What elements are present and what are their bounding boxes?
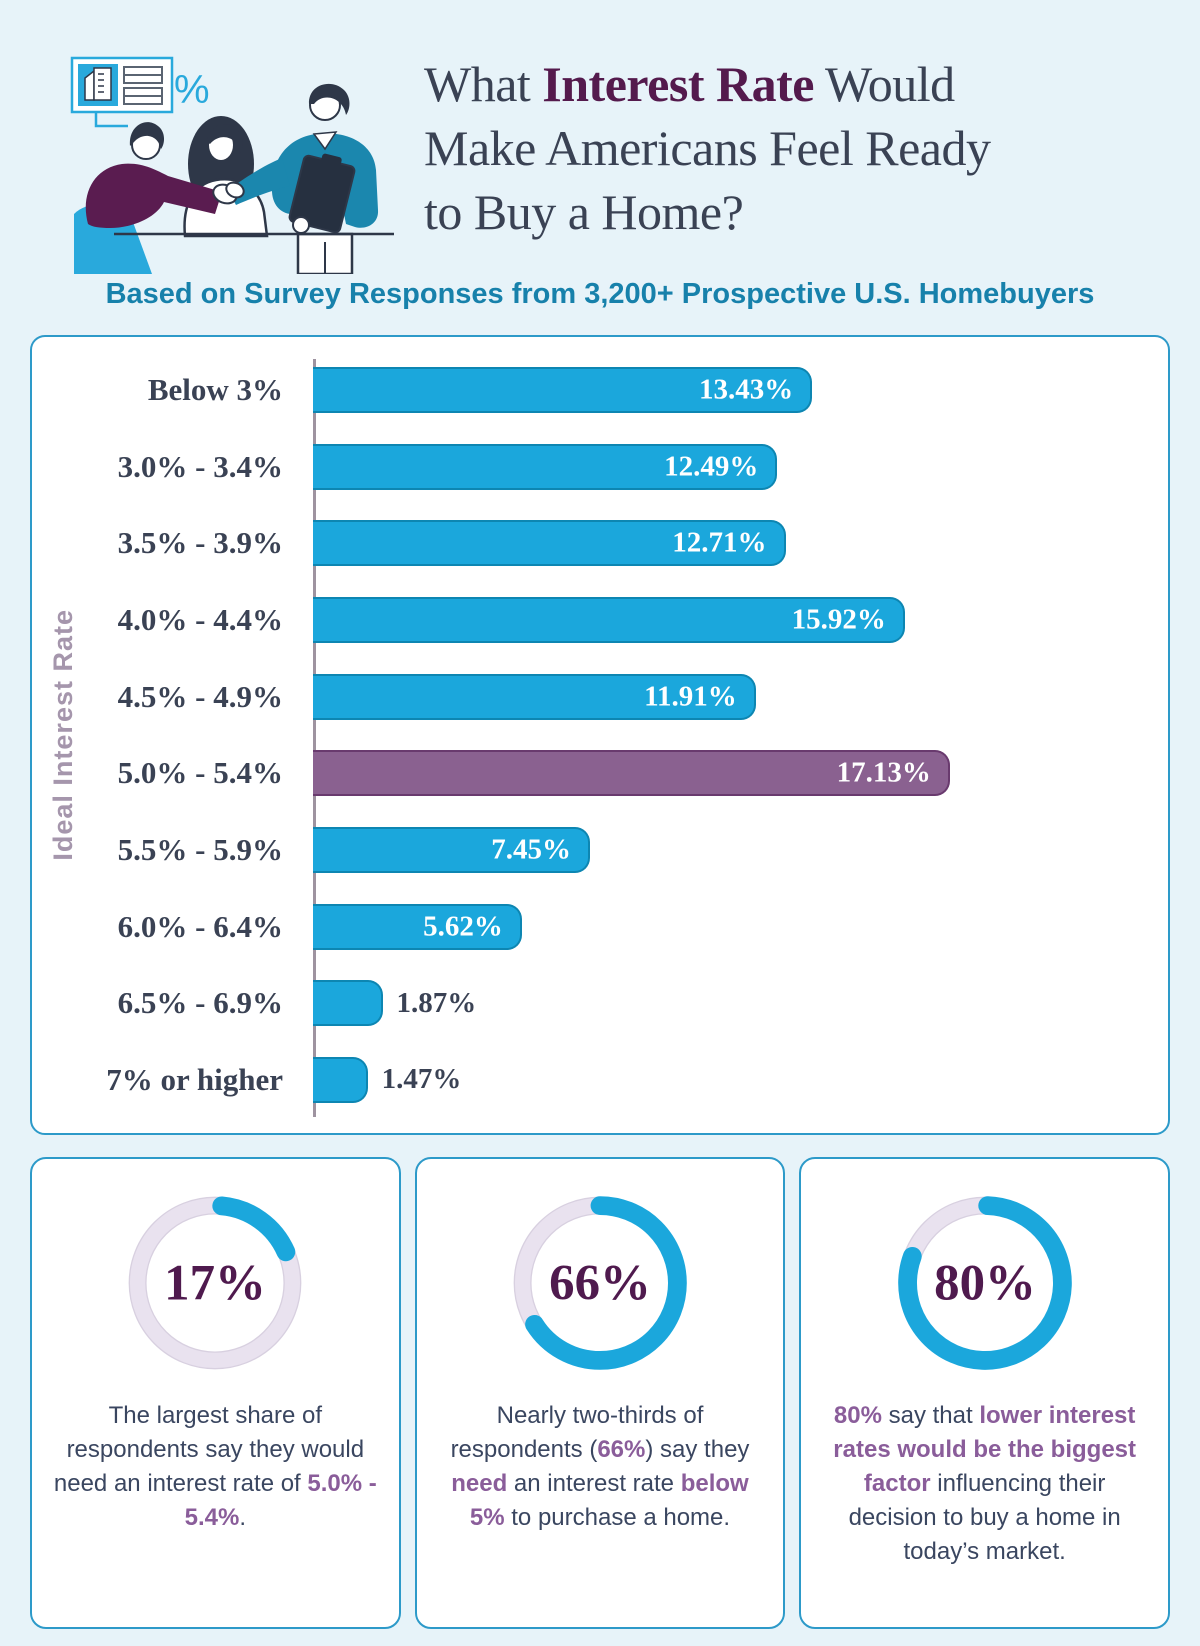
bar-row xyxy=(32,674,1142,720)
percent-icon: % xyxy=(174,68,210,112)
handshake-illustration xyxy=(58,42,398,274)
bar-row xyxy=(32,520,1142,566)
highlighted-text: 66% xyxy=(597,1436,646,1464)
stats-bubble-icon xyxy=(72,58,210,126)
stat-card-text xyxy=(52,1399,379,1535)
stat-card-66 xyxy=(415,1157,786,1629)
title-line-2 xyxy=(424,116,1160,180)
value-label: 12.71% xyxy=(672,526,767,559)
bar-row xyxy=(32,904,1142,950)
bar-track xyxy=(313,980,1142,1026)
text-segment: Make Americans Feel Ready xyxy=(424,120,991,176)
donut-chart-66 xyxy=(506,1189,694,1377)
value-label: 11.91% xyxy=(644,680,737,713)
category-label: 6.5% - 6.9% xyxy=(117,985,283,1021)
text-segment: Would xyxy=(813,56,955,112)
category-label: Below 3% xyxy=(147,372,283,407)
bar-row xyxy=(32,597,1142,643)
text-segment: ) say they xyxy=(645,1436,750,1464)
chart-card xyxy=(30,335,1170,1135)
bar xyxy=(313,904,522,950)
bar xyxy=(313,444,777,490)
text-segment: . xyxy=(239,1504,247,1532)
bar-track xyxy=(313,827,1142,873)
title-line-1 xyxy=(424,52,1160,116)
value-label: 17.13% xyxy=(836,756,931,789)
text-segment: to purchase a home. xyxy=(504,1504,731,1532)
bar-track xyxy=(313,520,1142,566)
category-label: 3.0% - 3.4% xyxy=(117,448,283,484)
percent-label: 66% xyxy=(549,1255,651,1312)
stat-card-80 xyxy=(799,1157,1170,1629)
bar xyxy=(313,674,756,720)
page-title xyxy=(424,52,1160,244)
bar-track xyxy=(313,597,1142,643)
donut-chart-80 xyxy=(891,1189,1079,1377)
bar xyxy=(313,980,383,1026)
category-label: 4.5% - 4.9% xyxy=(117,678,283,714)
highlighted-text: need xyxy=(451,1470,508,1498)
value-label: 13.43% xyxy=(698,373,794,406)
bar-track xyxy=(313,1057,1142,1103)
category-label: 7% or higher xyxy=(106,1061,283,1097)
text-segment: Nearly two-thirds of respondents ( xyxy=(450,1402,704,1464)
bar xyxy=(313,1057,368,1103)
value-label: 7.45% xyxy=(491,833,571,866)
highlighted-text: Interest Rate xyxy=(542,56,814,112)
category-label: 5.5% - 5.9% xyxy=(117,831,283,867)
value-label: 12.49% xyxy=(664,450,759,483)
bar-row xyxy=(32,980,1142,1026)
bar xyxy=(313,597,905,643)
hand-on-clipboard xyxy=(293,217,309,233)
stat-card-text xyxy=(821,1399,1148,1569)
value-label: 5.62% xyxy=(423,910,503,943)
stat-cards xyxy=(30,1157,1170,1629)
subtitle: Based on Survey Responses from 3,200+ Prospective U.S. Homebuyers xyxy=(105,278,1095,310)
bar-track xyxy=(313,904,1142,950)
bar-track xyxy=(313,367,1142,413)
category-label: 3.5% - 3.9% xyxy=(117,525,283,561)
category-label: 4.0% - 4.4% xyxy=(117,601,283,637)
donut-chart-17 xyxy=(121,1189,309,1377)
stat-card-17 xyxy=(30,1157,401,1629)
bar xyxy=(313,827,590,873)
highlighted-text: 80% xyxy=(833,1402,882,1429)
bar-track xyxy=(313,750,1142,796)
value-label: 1.87% xyxy=(396,986,477,1019)
bar-row xyxy=(32,444,1142,490)
category-label: 6.0% - 6.4% xyxy=(117,908,283,944)
highlighted-text: lower interest rates would be the biggest factor xyxy=(833,1402,1137,1498)
bar-rows xyxy=(32,367,1142,1103)
value-label: 15.92% xyxy=(791,603,886,636)
text-segment: say that xyxy=(881,1402,980,1429)
bar xyxy=(313,367,812,413)
bar-track xyxy=(313,674,1142,720)
bar xyxy=(313,520,786,566)
percent-label: 80% xyxy=(933,1255,1036,1312)
category-label: 5.0% - 5.4% xyxy=(117,755,283,791)
bar-row xyxy=(32,750,1142,796)
y-axis-title-text: Ideal Interest Rate xyxy=(48,609,78,861)
highlighted-text: 5.0% - 5.4% xyxy=(184,1470,377,1532)
value-label: 1.47% xyxy=(381,1063,462,1096)
text-segment: What xyxy=(424,56,543,112)
bar-track xyxy=(313,444,1142,490)
percent-label: 17% xyxy=(164,1255,267,1312)
text-segment: influencing their decision to buy a home in today’s market. xyxy=(848,1470,1121,1566)
header xyxy=(0,0,1200,274)
text-segment: an interest rate xyxy=(507,1470,681,1498)
title-line-3 xyxy=(424,180,1160,244)
illustration xyxy=(58,42,398,274)
bar-row xyxy=(32,1057,1142,1103)
highlighted-text: below 5% xyxy=(469,1470,749,1532)
text-segment: The largest share of respondents say they would need an interest rate of xyxy=(53,1402,365,1498)
stat-card-text xyxy=(437,1399,764,1535)
text-segment: to Buy a Home? xyxy=(424,184,744,240)
bar-row xyxy=(32,827,1142,873)
bar-row xyxy=(32,367,1142,413)
bar-highlighted xyxy=(313,750,950,796)
